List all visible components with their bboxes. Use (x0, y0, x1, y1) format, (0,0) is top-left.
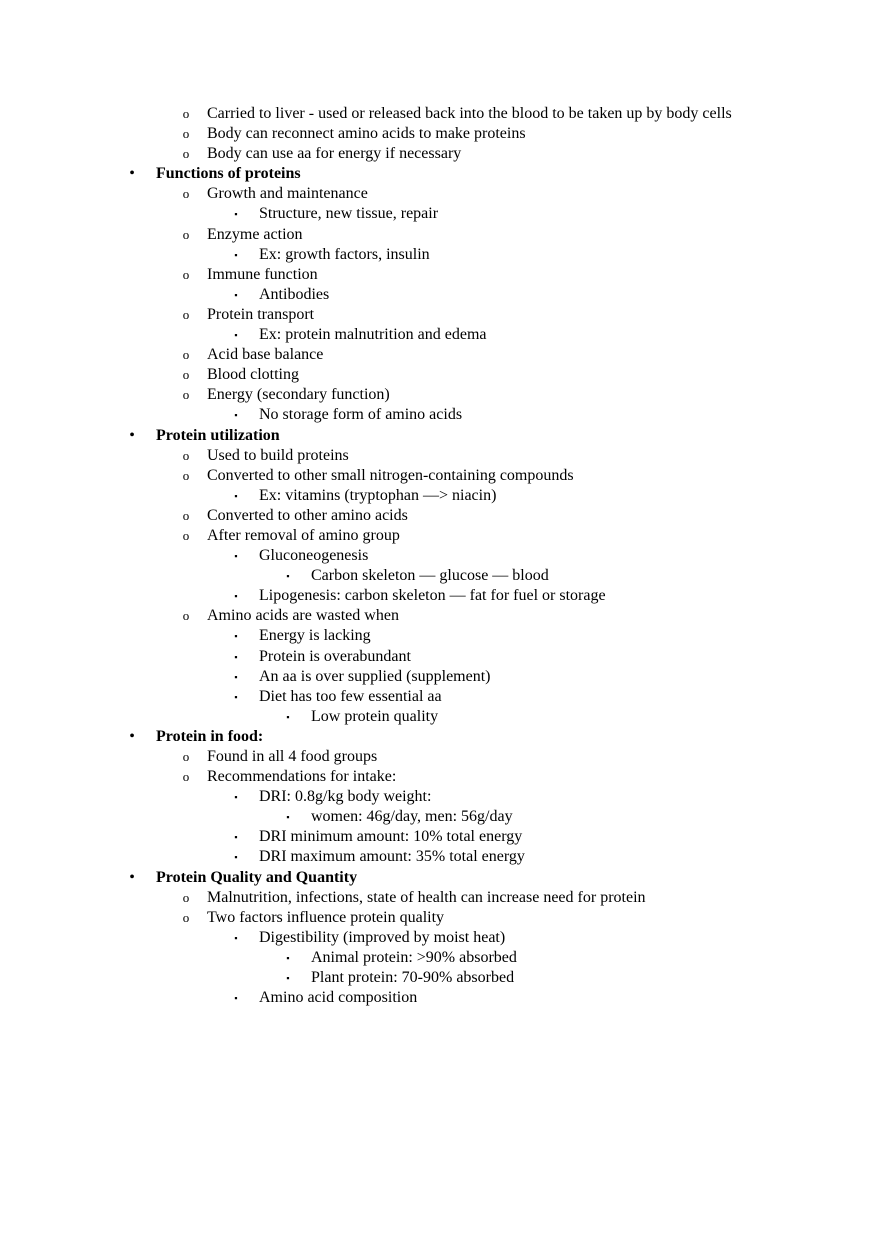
list-item-text: Diet has too few essential aa (259, 687, 442, 705)
bullet-level-4-icon: ▪ (286, 973, 290, 984)
list-item (0, 144, 880, 164)
bullet-level-2-icon: o (182, 226, 190, 242)
list-item-text: Animal protein: >90% absorbed (311, 948, 517, 966)
bullet-level-3-icon: ▪ (234, 330, 238, 341)
list-item (0, 908, 880, 928)
list-item-text: Low protein quality (311, 707, 439, 725)
bullet-level-3-icon: ▪ (234, 651, 238, 662)
list-item-text: Amino acid composition (259, 989, 418, 1007)
list-item (0, 586, 880, 606)
bullet-level-2-icon: o (182, 749, 190, 764)
list-item-text: Acid base balance (207, 346, 324, 364)
bullet-level-1-icon: • (129, 165, 135, 183)
bullet-level-3-icon: ▪ (234, 832, 238, 843)
list-item-text: Protein transport (207, 305, 315, 323)
list-item-text: Digestibility (improved by moist heat) (259, 928, 506, 946)
list-item-text: DRI: 0.8g/kg body weight: (259, 788, 432, 806)
bullet-level-3-icon: ▪ (234, 671, 238, 682)
bullet-level-2-icon: o (182, 889, 190, 905)
list-item-text: Plant protein: 70-90% absorbed (311, 969, 515, 987)
bullet-level-1-icon: • (129, 868, 135, 886)
list-item (0, 546, 880, 566)
bullet-level-2-icon: o (182, 186, 190, 202)
list-item-text: Carried to liver - used or released back into the blood to be taken up by body cells (207, 105, 732, 122)
list-item (0, 566, 880, 586)
list-item (0, 787, 880, 807)
bullet-level-1-icon: • (129, 426, 135, 444)
list-item-text: Antibodies (259, 285, 330, 303)
bullet-level-2-icon: o (182, 527, 190, 543)
list-item-text: Structure, new tissue, repair (259, 205, 439, 223)
list-item (0, 124, 880, 144)
list-item-text: Energy (secondary function) (207, 386, 390, 404)
bullet-level-2-icon: o (182, 146, 190, 162)
list-item (0, 988, 880, 1008)
list-item-text: Carbon skeleton — glucose — blood (311, 567, 549, 585)
list-item-text: Ex: vitamins (tryptophan —> niacin) (259, 486, 497, 504)
list-item-text: DRI maximum amount: 35% total energy (259, 848, 525, 866)
bullet-level-3-icon: ▪ (234, 852, 238, 863)
list-item-text: Protein is overabundant (259, 647, 411, 665)
list-item (0, 807, 880, 827)
bullet-level-3-icon: ▪ (234, 410, 238, 421)
bullet-level-1-icon: • (129, 727, 135, 745)
list-item (0, 104, 880, 124)
bullet-level-2-icon: o (182, 266, 190, 282)
bullet-level-2-icon: o (182, 909, 190, 925)
list-item (0, 968, 880, 988)
list-item (0, 405, 880, 425)
list-item (0, 626, 880, 646)
list-item (0, 827, 880, 847)
section-heading-text: Protein utilization (156, 426, 280, 444)
bullet-level-2-icon: o (182, 126, 190, 142)
list-item (0, 466, 880, 486)
list-item-text: An aa is over supplied (supplement) (259, 667, 491, 685)
bullet-level-2-icon: o (182, 467, 190, 483)
list-item (0, 526, 880, 546)
list-item (0, 707, 880, 727)
list-item-text: Lipogenesis: carbon skeleton — fat for fuel or storage (259, 587, 606, 605)
section-heading (0, 868, 880, 888)
list-item (0, 687, 880, 707)
list-item (0, 888, 880, 908)
list-item-text: Body can reconnect amino acids to make proteins (207, 125, 526, 143)
list-item-text: DRI minimum amount: 10% total energy (259, 828, 523, 846)
bullet-level-3-icon: ▪ (234, 551, 238, 562)
list-item-text: Malnutrition, infections, state of health can increase need for protein (207, 888, 646, 906)
bullet-level-3-icon: ▪ (234, 631, 238, 642)
list-item-text: No storage form of amino acids (259, 406, 463, 424)
bullet-level-3-icon: ▪ (234, 249, 238, 260)
bullet-level-3-icon: ▪ (234, 691, 238, 702)
bullet-level-2-icon: o (182, 507, 190, 523)
list-item (0, 647, 880, 667)
list-item-text: Ex: protein malnutrition and edema (259, 326, 487, 344)
list-item-text: Recommendations for intake: (207, 768, 397, 786)
bullet-level-3-icon: ▪ (234, 993, 238, 1004)
list-item-text: women: 46g/day, men: 56g/day (311, 808, 513, 826)
list-item (0, 667, 880, 687)
section-heading-text: Protein Quality and Quantity (156, 868, 358, 886)
list-item-text: Ex: growth factors, insulin (259, 245, 430, 263)
section-heading (0, 164, 880, 184)
section-heading-text: Protein in food: (156, 727, 264, 745)
bullet-level-2-icon: o (182, 608, 190, 624)
bullet-level-4-icon: ▪ (286, 711, 290, 722)
list-item (0, 345, 880, 365)
bullet-level-2-icon: o (182, 387, 190, 403)
list-item (0, 948, 880, 968)
list-item-text: Enzyme action (207, 225, 303, 243)
list-item-text: Body can use aa for energy if necessary (207, 145, 462, 163)
bullet-level-2-icon: o (182, 106, 190, 121)
section-heading-text: Functions of proteins (156, 165, 301, 183)
list-item-text: After removal of amino group (207, 526, 400, 544)
bullet-level-2-icon: o (182, 347, 190, 363)
list-item (0, 506, 880, 526)
bullet-level-2-icon: o (182, 306, 190, 322)
section-heading (0, 727, 880, 747)
bullet-level-3-icon: ▪ (234, 591, 238, 602)
bullet-level-4-icon: ▪ (286, 812, 290, 823)
list-item (0, 446, 880, 466)
list-item (0, 365, 880, 385)
list-item-text: Gluconeogenesis (259, 547, 369, 565)
bullet-level-3-icon: ▪ (234, 932, 238, 943)
list-item (0, 285, 880, 305)
bullet-level-4-icon: ▪ (286, 571, 290, 582)
bullet-level-2-icon: o (182, 367, 190, 383)
list-item-text: Two factors influence protein quality (207, 908, 445, 926)
list-item (0, 767, 880, 787)
list-item (0, 265, 880, 285)
list-item (0, 928, 880, 948)
list-item (0, 747, 880, 767)
bullet-level-2-icon: o (182, 769, 190, 785)
bullet-level-3-icon: ▪ (234, 490, 238, 501)
list-item (0, 325, 880, 345)
list-item (0, 486, 880, 506)
list-item-text: Converted to other small nitrogen-containing compounds (207, 466, 574, 484)
bullet-level-2-icon: o (182, 447, 190, 463)
list-item-text: Converted to other amino acids (207, 506, 408, 524)
list-item (0, 184, 880, 204)
list-item (0, 245, 880, 265)
list-item-text: Energy is lacking (259, 627, 371, 645)
bullet-level-3-icon: ▪ (234, 289, 238, 300)
bullet-level-4-icon: ▪ (286, 952, 290, 963)
list-item-text: Used to build proteins (207, 446, 349, 464)
list-item (0, 385, 880, 405)
list-item (0, 847, 880, 867)
list-item-text: Amino acids are wasted when (207, 607, 399, 625)
list-item-text: Growth and maintenance (207, 185, 368, 203)
bullet-level-3-icon: ▪ (234, 209, 238, 220)
section-heading (0, 426, 880, 446)
list-item-text: Found in all 4 food groups (207, 748, 378, 765)
list-item (0, 606, 880, 626)
bullet-level-3-icon: ▪ (234, 792, 238, 803)
list-item-text: Immune function (207, 265, 318, 283)
list-item-text: Blood clotting (207, 366, 299, 384)
document-page (0, 104, 880, 1008)
list-item (0, 225, 880, 245)
list-item (0, 204, 880, 224)
list-item (0, 305, 880, 325)
